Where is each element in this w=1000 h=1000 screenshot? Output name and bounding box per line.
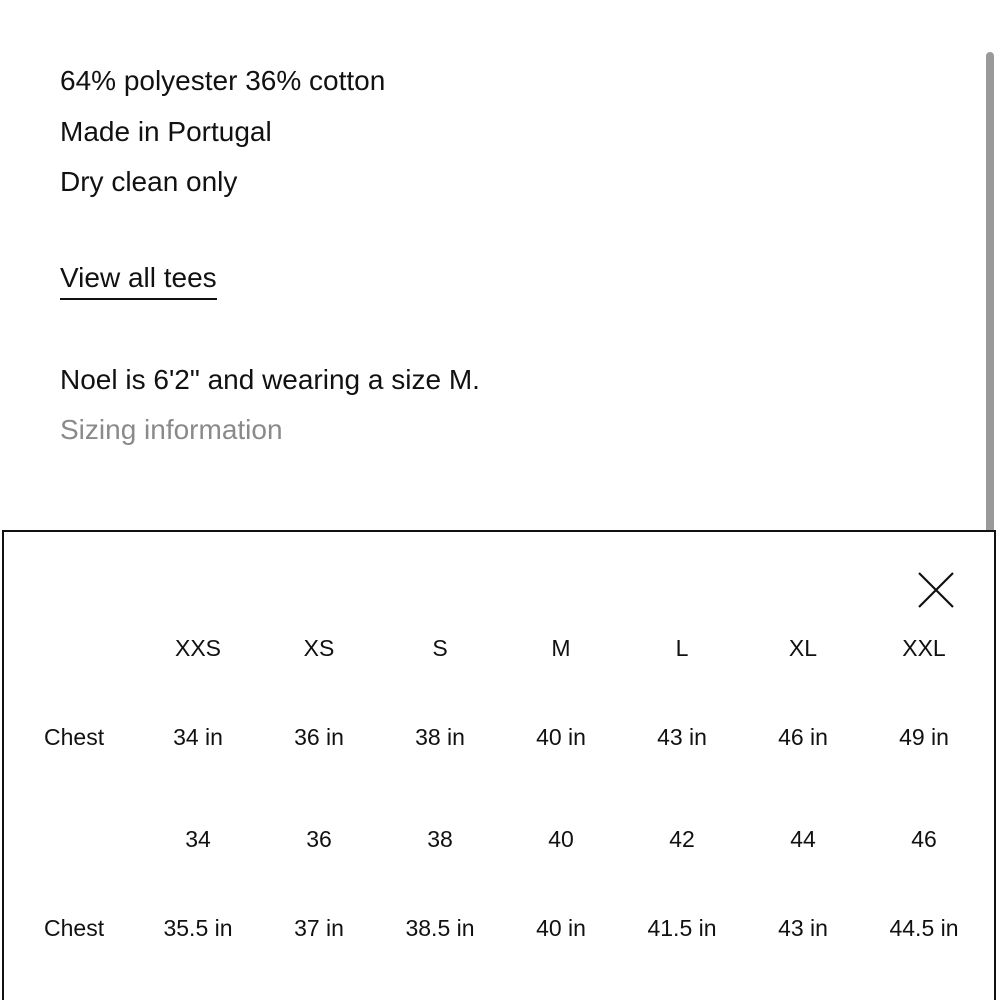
sizing-information-link[interactable]: Sizing information [60,414,283,445]
table-cell: 34 in [173,724,223,750]
table-cell: 36 in [294,724,344,750]
table-cell: 38 in [415,724,465,750]
scrollbar-thumb[interactable] [986,52,994,610]
table-cell: 36 [306,826,332,852]
table-cell: 43 in [657,724,707,750]
view-all-tees-link[interactable]: View all tees [60,258,217,300]
table-cell: 38.5 in [405,915,475,941]
row-label: Chest [44,724,105,750]
table-cell: 40 in [536,915,586,941]
close-icon [916,570,956,610]
table-cell: 42 [669,826,695,852]
table-cell: 40 in [536,724,586,750]
origin-text: Made in Portugal [60,115,272,147]
table-cell: 44 [790,826,816,852]
product-details [60,56,385,208]
size-header-m: M [551,635,571,661]
table-cell: 43 in [778,915,828,941]
close-button[interactable] [916,570,956,610]
size-chart-modal [2,530,996,1000]
size-header-s: S [432,635,448,661]
table-cell: 38 [427,826,453,852]
table-cell: 46 in [778,724,828,750]
table-cell: 41.5 in [647,915,717,941]
size-header-xxl: XXL [902,635,946,661]
table-cell: 49 in [899,724,949,750]
table-cell: 37 in [294,915,344,941]
care-text: Dry clean only [60,166,238,197]
size-header-xs: XS [303,635,335,661]
table-cell: 34 [185,826,211,852]
table-cell: 46 [911,826,937,852]
table-cell: 44.5 in [889,915,959,941]
model-size-note: Noel is 6'2" and wearing a size M. [60,364,480,395]
table-cell: 40 [548,826,574,852]
size-header-l: L [675,635,689,661]
size-header-xl: XL [788,635,818,661]
table-cell: 35.5 in [163,915,233,941]
size-header-xxs: XXS [174,635,222,661]
material-text: 64% polyester 36% cotton [60,65,386,96]
row-label: Chest [44,915,105,941]
